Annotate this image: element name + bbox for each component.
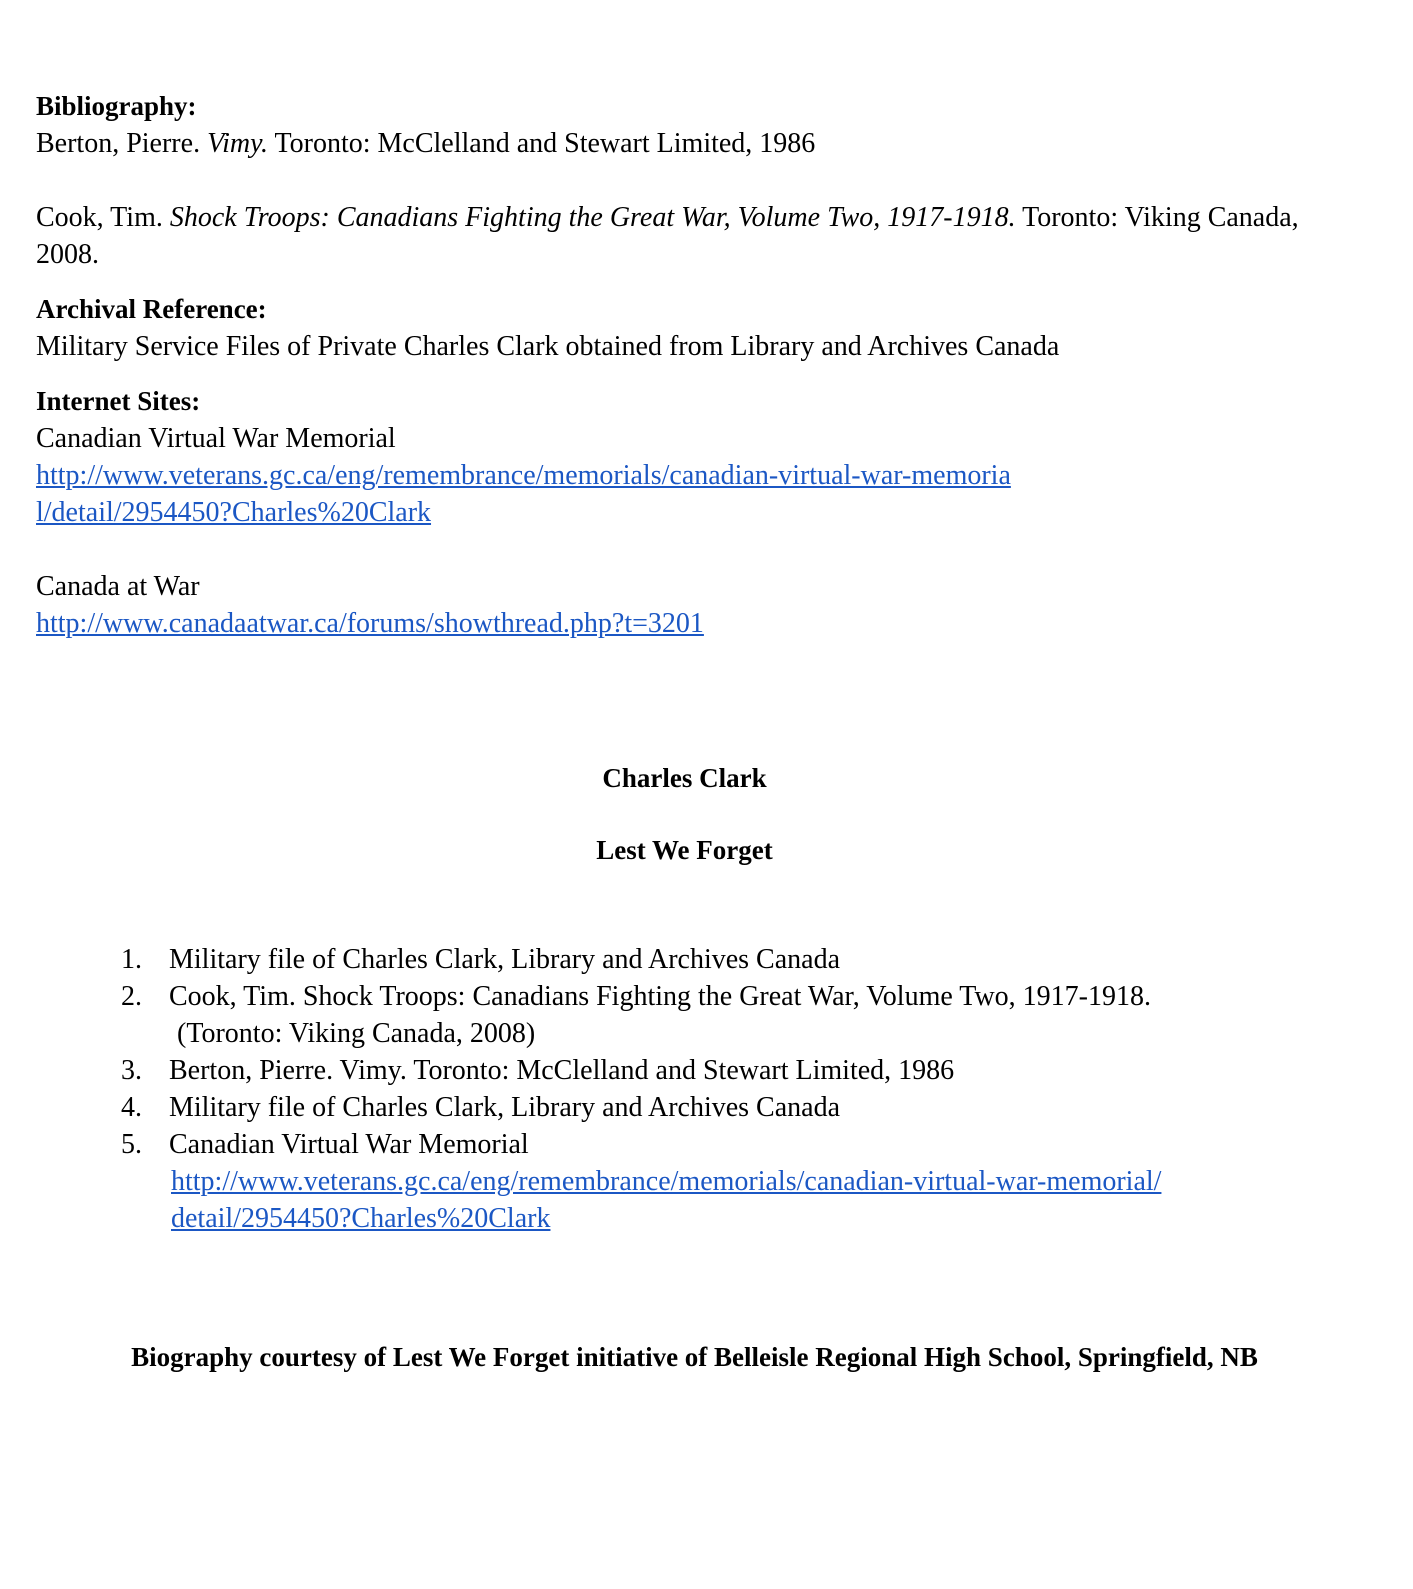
bibliography-entry-berton-title: Vimy. (207, 128, 268, 159)
vertical-gap (36, 642, 1353, 760)
bibliography-section (36, 88, 1353, 273)
list-item (121, 1126, 1353, 1237)
internet-site-link-cvwm[interactable]: http://www.veterans.gc.ca/eng/remembrance/memorials/canadian-virtual-war-memorial/detail/2954450?Charles%20Clark (36, 460, 1011, 528)
endnote-continuation: (Toronto: Viking Canada, 2008) (177, 1018, 536, 1049)
endnotes-list (36, 941, 1353, 1237)
page-title-motto: Lest We Forget (596, 835, 773, 865)
bibliography-entry-cook-publication: Toronto: Viking Canada, 2008. (36, 202, 1299, 270)
internet-site-name-cvwm: Canadian Virtual War Memorial (36, 423, 396, 454)
section-gap (36, 365, 1353, 383)
endnote-link-cvwm[interactable]: http://www.veterans.gc.ca/eng/remembrance/memorials/canadian-virtual-war-memorial/detail/2954450?Charles%20Clark (171, 1166, 1162, 1234)
blank-line (36, 531, 1353, 568)
archival-reference-section (36, 291, 1353, 365)
section-gap (36, 273, 1353, 291)
bibliography-entry-berton (36, 125, 1353, 162)
bibliography-entry-cook-author: Cook, Tim. (36, 202, 170, 233)
internet-site-name-canadaatwar: Canada at War (36, 571, 200, 602)
internet-sites-section (36, 383, 1353, 642)
endnote-text: Cook, Tim. Shock Troops: Canadians Fighting the Great War, Volume Two, 1917-1918. (169, 981, 1151, 1012)
bibliography-entry-berton-author: Berton, Pierre. (36, 128, 208, 159)
vertical-gap (36, 869, 1353, 941)
internet-site-link-canadaatwar[interactable]: http://www.canadaatwar.ca/forums/showthread.php?t=3201 (36, 608, 704, 639)
endnote-text: Military file of Charles Clark, Library and Archives Canada (169, 1092, 841, 1123)
endnote-text: Canadian Virtual War Memorial (169, 1129, 529, 1160)
endnote-text: Military file of Charles Clark, Library and Archives Canada (169, 944, 841, 975)
archival-reference-heading: Archival Reference: (36, 294, 267, 324)
bibliography-entry-berton-publication: Toronto: McClelland and Stewart Limited, 1986 (267, 128, 816, 159)
bibliography-entry-cook (36, 199, 1353, 273)
footer-credit: Biography courtesy of Lest We Forget initiative of Belleisle Regional High School, Springfield, NB (131, 1342, 1258, 1372)
vertical-gap (36, 797, 1353, 832)
bibliography-entry-cook-title: Shock Troops: Canadians Fighting the Great War, Volume Two, 1917-1918. (169, 202, 1016, 233)
archival-reference-text: Military Service Files of Private Charles Clark obtained from Library and Archives Canada (36, 331, 1060, 362)
endnote-text: Berton, Pierre. Vimy. Toronto: McClelland and Stewart Limited, 1986 (169, 1055, 955, 1086)
list-item (121, 1089, 1353, 1126)
bibliography-heading: Bibliography: (36, 91, 197, 121)
list-item (121, 941, 1353, 978)
blank-line (36, 162, 1353, 199)
internet-sites-heading: Internet Sites: (36, 386, 201, 416)
list-item (121, 978, 1353, 1052)
page-title-name: Charles Clark (602, 763, 767, 793)
vertical-gap (36, 1237, 1353, 1337)
list-item (121, 1052, 1353, 1089)
